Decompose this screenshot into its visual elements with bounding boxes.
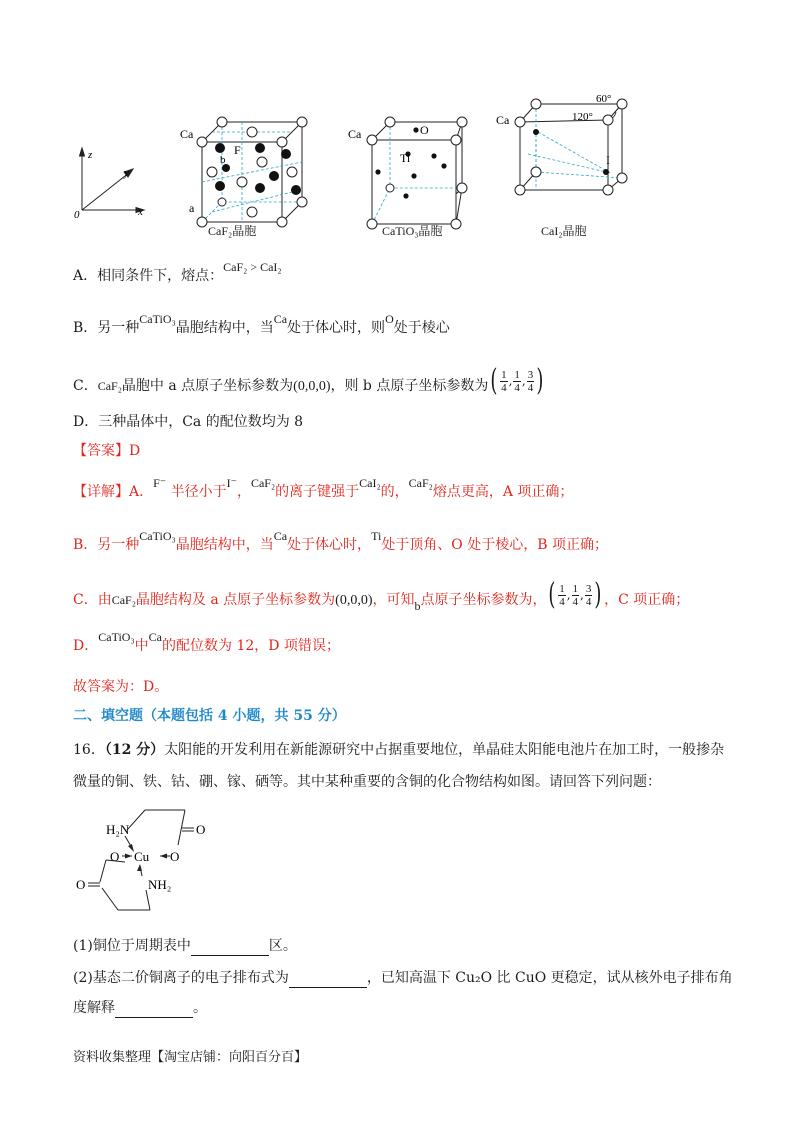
subquestion-2-line-1: (2)基态二价铜离子的电子排布式为 ，已知高温下 Cu₂O 比 CuO 更稳定，试从核外电子排布角 xyxy=(73,970,733,986)
coordinate: (0,0,0) xyxy=(293,379,331,394)
copper-complex-structure xyxy=(70,800,230,930)
caf2-b-label: b xyxy=(220,154,226,166)
formula: I⁻ xyxy=(226,476,237,490)
caf2-a-label: a xyxy=(189,201,195,215)
answer-blank[interactable] xyxy=(191,939,269,956)
h2n-label: H₂N xyxy=(106,822,130,837)
formula: Ca xyxy=(148,630,162,644)
caf2-ca-label: Ca xyxy=(180,127,194,141)
detail-line-c: C．由CaF₂晶胞结构及 a 点原子坐标参数为(0,0,0)，可知b点原子坐标参数为， ( 1 4 , 1 4 , 3 4 ) ，C 项正确； xyxy=(73,577,690,613)
caf2-cell xyxy=(197,117,307,227)
detail-line-d: D．CaTiO₃中Ca的配位数为 12，D 项错误； xyxy=(73,630,340,654)
detail-line-a: 【详解】A．F⁻ 半径小于I⁻，CaF₂的离子键强于CaI₂的，CaF₂熔点更高，A 项正确； xyxy=(73,476,574,500)
formula: CaF₂ xyxy=(111,593,136,607)
section-heading: 二、填空题（本题包括 4 小题，共 55 分） xyxy=(73,708,346,724)
question-16-line-1: 16．（12 分）太阳能的开发利用在新能源研究中占据重要地位，单晶硅太阳能电池片在加工时，一般掺杂 xyxy=(73,742,725,758)
crystal-figure xyxy=(60,90,660,240)
caf2-caption: CaF₂晶胞 xyxy=(208,224,257,238)
oxygen-label: O xyxy=(110,849,120,864)
axis-y-label: y xyxy=(124,167,129,179)
answer-blank[interactable] xyxy=(115,1001,193,1018)
oxygen-label: O xyxy=(196,822,206,837)
formula: Ca xyxy=(273,312,288,326)
coordinate: (0,0,0) xyxy=(335,593,373,608)
question-16-line-2: 微量的铜、铁、钴、硼、镓、硒等。其中某种重要的含铜的化合物结构如图。请回答下列问题： xyxy=(73,774,661,790)
oxygen-label: O xyxy=(76,877,86,892)
formula: Ti xyxy=(371,529,382,543)
answer-blank[interactable] xyxy=(289,971,367,988)
fraction-coordinate: ( 1 4 , 1 4 , 3 4 ) xyxy=(490,363,544,398)
footer: 资料收集整理【淘宝店铺：向阳百分百】 xyxy=(73,1050,308,1065)
formula: CaF₂ xyxy=(250,476,276,490)
formula: O xyxy=(385,312,394,326)
option-b: B．另一种CaTiO₃晶胞结构中，当Ca处于体心时，则O处于棱心 xyxy=(73,312,450,336)
answer: 【答案】D xyxy=(73,443,141,459)
formula: CaTiO₃ xyxy=(98,630,135,644)
cai2-ca-label: Ca xyxy=(496,113,510,127)
option-c: C．CaF₂晶胞中 a 点原子坐标参数为(0,0,0)，则 b 点原子坐标参数为 ( 1 4 , 1 4 , 3 4 ) xyxy=(73,366,546,402)
cai2-i-label: I xyxy=(606,153,610,167)
formula: F⁻ xyxy=(153,476,167,490)
catio3-ca-label: Ca xyxy=(348,127,362,141)
cai2-caption: CaI₂晶胞 xyxy=(541,224,587,238)
nh2-label: NH₂ xyxy=(148,877,172,892)
formula: b xyxy=(414,599,421,613)
option-d: D．三种晶体中，Ca 的配位数均为 8 xyxy=(73,414,304,430)
detail-line-b: B．另一种CaTiO₃晶胞结构中，当Ca处于体心时，Ti处于顶角、O 处于棱心，B 项正确； xyxy=(73,529,608,553)
formula: CaTiO₃ xyxy=(139,529,176,543)
oxygen-label: O xyxy=(170,849,180,864)
cai2-angle-60: 60° xyxy=(596,93,612,105)
formula: Ca xyxy=(273,529,288,543)
catio3-ti-label: Ti xyxy=(400,151,411,165)
axis-x-label: x xyxy=(138,206,143,218)
axis-origin-label: 0 xyxy=(74,209,80,221)
caf2-f-label: F xyxy=(234,143,241,157)
subquestion-2-line-2: 度解释 。 xyxy=(73,1000,207,1016)
formula: CaI₂ xyxy=(359,476,381,490)
option-a: A．相同条件下，熔点：CaF₂ > CaI₂ xyxy=(73,260,282,284)
formula: CaF₂ xyxy=(408,476,433,490)
copper-label: Cu xyxy=(134,849,150,864)
formula: CaF₂ xyxy=(97,379,122,393)
axis-z-label: z xyxy=(88,149,93,161)
detail-conclusion: 故答案为：D。 xyxy=(73,679,169,695)
formula: CaTiO₃ xyxy=(139,312,176,326)
cai2-angle-120: 120° xyxy=(572,111,593,123)
formula: CaF₂ > CaI₂ xyxy=(223,260,282,274)
cai2-cell xyxy=(515,99,627,195)
fraction-coordinate: ( 1 4 , 1 4 , 3 4 ) xyxy=(548,577,602,612)
catio3-cell xyxy=(367,117,467,229)
catio3-o-label: O xyxy=(420,123,429,137)
catio3-caption: CaTiO₃晶胞 xyxy=(382,224,443,238)
subquestion-1: (1)铜位于周期表中 区。 xyxy=(73,938,297,954)
